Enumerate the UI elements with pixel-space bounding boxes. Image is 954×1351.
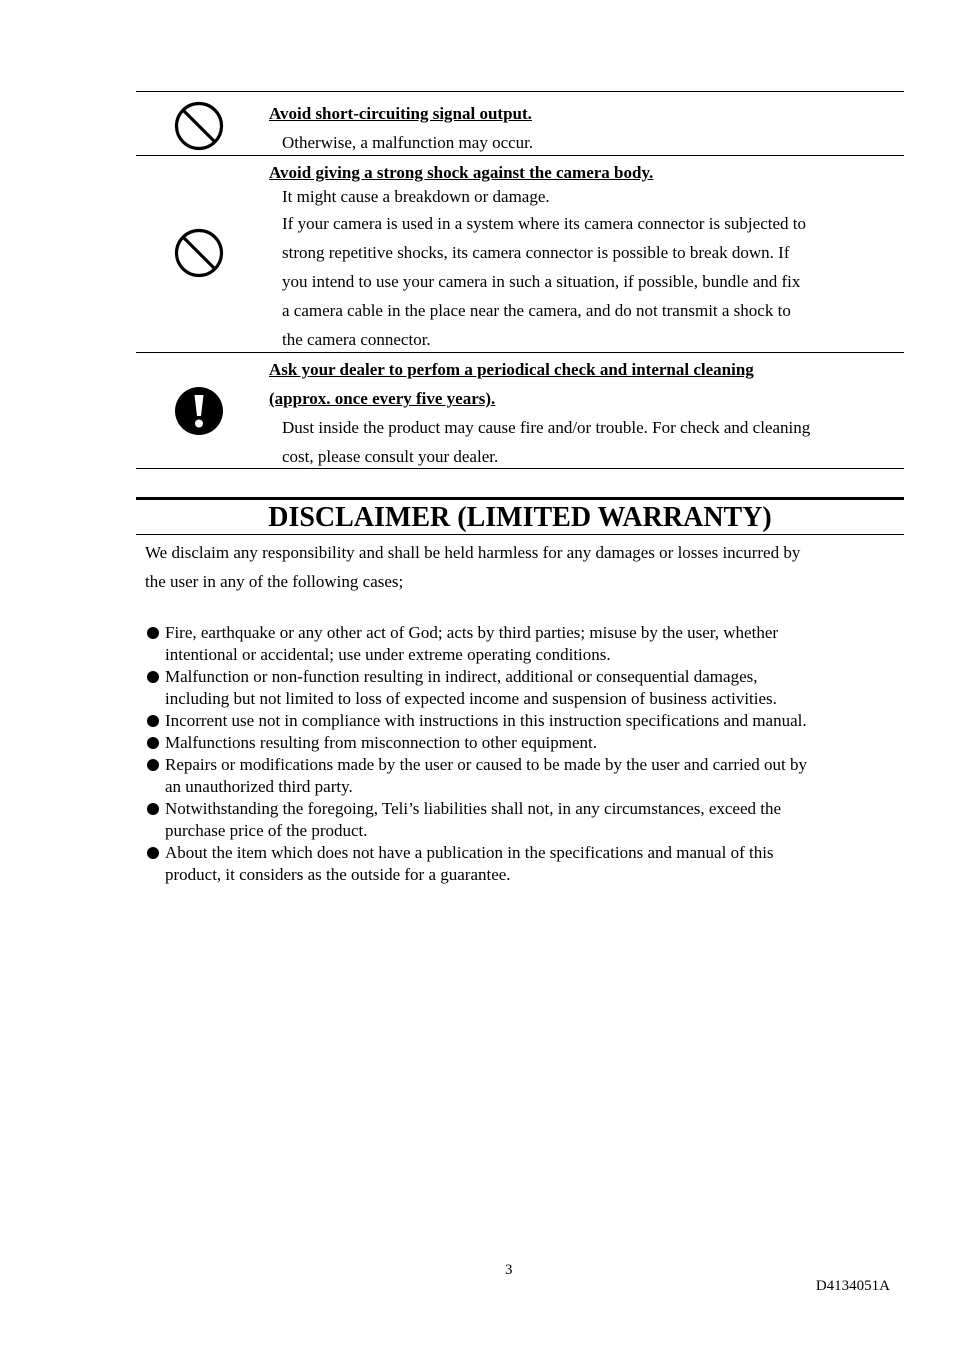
prohibition-icon (174, 228, 224, 283)
list-item (146, 710, 904, 732)
list-item-line: Incorrent use not in compliance with instructions in this instruction specifications and manual. (165, 711, 807, 730)
warning-title: Avoid giving a strong shock against the camera body. (269, 163, 654, 182)
list-item (146, 666, 904, 710)
list-item-line: Malfunction or non-function resulting in indirect, additional or consequential damages, (165, 667, 758, 686)
mandatory-action-icon (174, 386, 224, 441)
warning-text: a camera cable in the place near the camera, and do not transmit a shock to (282, 301, 791, 320)
intro-line: the user in any of the following cases; (145, 572, 404, 591)
list-item-line: About the item which does not have a publication in the specifications and manual of this (165, 843, 774, 862)
warning-row (136, 91, 904, 155)
warning-text: strong repetitive shocks, its camera connector is possible to break down. If (282, 243, 790, 262)
disclaimer-list (146, 622, 904, 886)
list-item-line: Fire, earthquake or any other act of God; acts by third parties; misuse by the user, whether (165, 623, 779, 642)
list-item (146, 798, 904, 842)
warning-row (136, 155, 904, 352)
list-item-line: purchase price of the product. (165, 821, 368, 840)
bullet-icon (147, 715, 159, 727)
warning-title: (approx. once every five years). (269, 389, 496, 408)
warning-text: It might cause a breakdown or damage. (282, 187, 550, 206)
warnings-table (136, 91, 904, 469)
warning-row (136, 352, 904, 469)
list-item (146, 732, 904, 754)
bullet-icon (147, 671, 159, 683)
disclaimer-intro (145, 538, 900, 596)
disclaimer-heading: DISCLAIMER (LIMITED WARRANTY) (136, 497, 904, 535)
list-item-line: intentional or accidental; use under extreme operating conditions. (165, 645, 611, 664)
bullet-icon (147, 759, 159, 771)
bullet-icon (147, 803, 159, 815)
bullet-icon (147, 737, 159, 749)
warning-text: Otherwise, a malfunction may occur. (282, 133, 534, 152)
warning-text: you intend to use your camera in such a situation, if possible, bundle and fix (282, 272, 801, 291)
intro-line: We disclaim any responsibility and shall be held harmless for any damages or losses incurred by (145, 543, 801, 562)
list-item-line: product, it considers as the outside for a guarantee. (165, 865, 511, 884)
warning-title: Ask your dealer to perfom a periodical check and internal cleaning (269, 360, 754, 379)
bullet-icon (147, 847, 159, 859)
warning-text: If your camera is used in a system where its camera connector is subjected to (282, 214, 806, 233)
warning-text: Dust inside the product may cause fire and/or trouble. For check and cleaning (282, 418, 811, 437)
list-item-line: Malfunctions resulting from misconnection to other equipment. (165, 733, 597, 752)
document-code: D4134051A (815, 1278, 890, 1294)
list-item-line: including but not limited to loss of expected income and suspension of business activities. (165, 689, 777, 708)
list-item-line: Notwithstanding the foregoing, Teli’s liabilities shall not, in any circumstances, exceed the (165, 799, 782, 818)
list-item-line: an unauthorized third party. (165, 777, 353, 796)
warning-text: the camera connector. (282, 330, 431, 349)
warning-title: Avoid short-circuiting signal output. (269, 104, 532, 123)
list-item (146, 622, 904, 666)
list-item-line: Repairs or modifications made by the user or caused to be made by the user and carried out by (165, 755, 808, 774)
page-number: 3 (505, 1262, 513, 1278)
bullet-icon (147, 627, 159, 639)
list-item (146, 842, 904, 886)
warning-text: cost, please consult your dealer. (282, 447, 499, 466)
list-item (146, 754, 904, 798)
prohibition-icon (174, 101, 224, 156)
